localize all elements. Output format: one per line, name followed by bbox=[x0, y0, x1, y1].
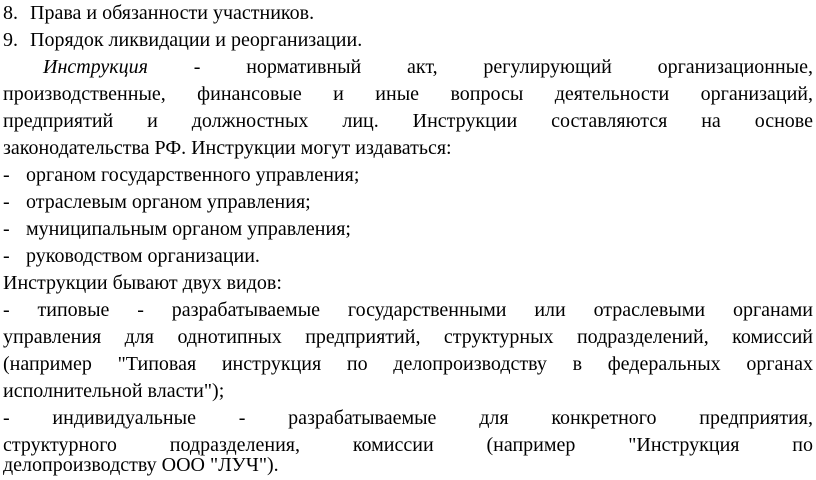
definition-line: производственные, финансовые и иные вопросы деятельности организаций, bbox=[3, 83, 813, 105]
definition-term: Инструкция bbox=[43, 56, 148, 78]
individual-line: - индивидуальные - разрабатываемые для конкретного предприятия, bbox=[3, 407, 813, 429]
individual-line: структурного подразделения, комиссии (например "Инструкция по bbox=[3, 434, 813, 456]
definition-text: - нормативный акт, регулирующий организационные, bbox=[147, 56, 813, 78]
issuer-text: отраслевым органом управления; bbox=[26, 191, 311, 213]
issuer-text: муниципальным органом управления; bbox=[26, 218, 351, 240]
issuer-item bbox=[3, 216, 813, 243]
types-heading: Инструкции бывают двух видов: bbox=[3, 272, 282, 294]
list-text: Порядок ликвидации и реорганизации. bbox=[30, 29, 363, 51]
typical-line: - типовые - разрабатываемые государственными или отраслевыми органами bbox=[3, 299, 813, 321]
dash-marker: - bbox=[3, 245, 10, 267]
list-text: Права и обязанности участников. bbox=[30, 2, 315, 24]
issuer-item bbox=[3, 189, 813, 216]
definition-line: предприятий и должностных лиц. Инструкции составляются на основе bbox=[3, 110, 813, 132]
issuer-text: руководством организации. bbox=[26, 245, 260, 267]
definition-line: законодательства РФ. Инструкции могут издаваться: bbox=[3, 137, 452, 159]
typical-line: (например "Типовая инструкция по делопроизводству в федеральных органах bbox=[3, 353, 813, 375]
dash-marker: - bbox=[3, 218, 10, 240]
list-number: 8. bbox=[3, 2, 18, 24]
issuer-item bbox=[3, 243, 813, 270]
issuer-item bbox=[3, 162, 813, 189]
list-item-9 bbox=[3, 27, 813, 54]
typical-line: исполнительной власти"); bbox=[3, 380, 225, 402]
issuer-text: органом государственного управления; bbox=[26, 164, 360, 186]
list-number: 9. bbox=[3, 29, 18, 51]
individual-line: делопроизводству ООО "ЛУЧ"). bbox=[3, 454, 279, 476]
definition-line bbox=[3, 54, 813, 81]
dash-marker: - bbox=[3, 164, 10, 186]
dash-marker: - bbox=[3, 191, 10, 213]
list-item-8 bbox=[3, 0, 813, 27]
typical-line: управления для однотипных предприятий, структурных подразделений, комиссий bbox=[3, 326, 813, 348]
